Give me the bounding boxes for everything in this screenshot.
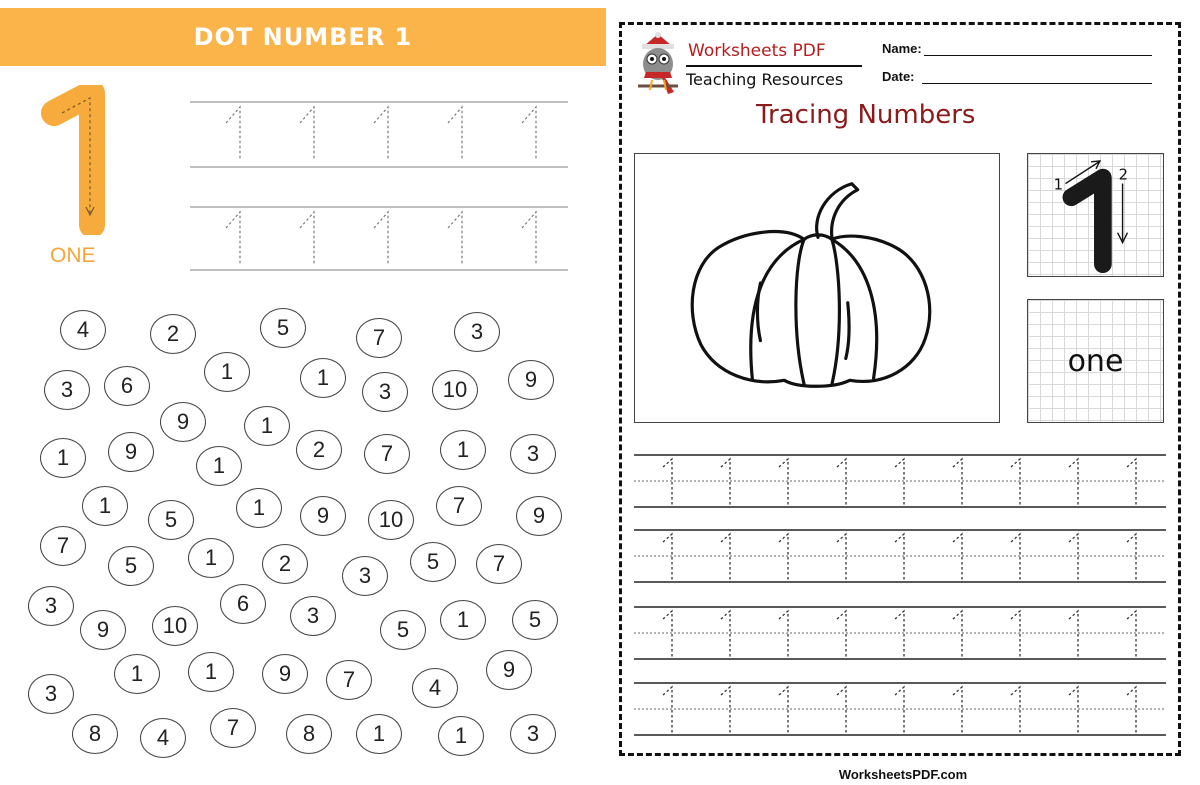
number-circle: 9 bbox=[108, 432, 154, 472]
footer-url: WorksheetsPDF.com bbox=[838, 767, 968, 782]
number-circle: 7 bbox=[436, 486, 482, 526]
number-circle: 1 bbox=[188, 652, 234, 692]
dotted-digit-one bbox=[837, 687, 846, 733]
stroke-label-2: 2 bbox=[1118, 166, 1129, 184]
dotted-digit-one bbox=[895, 611, 904, 657]
number-circle: 1 bbox=[356, 714, 402, 754]
number-circle: 7 bbox=[326, 660, 372, 700]
number-circle: 1 bbox=[440, 430, 486, 470]
worksheet-title: DOT NUMBER 1 bbox=[193, 23, 413, 51]
number-circle: 4 bbox=[60, 310, 106, 350]
dotted-digit-one bbox=[895, 459, 904, 505]
number-circle: 7 bbox=[210, 708, 256, 748]
number-circle: 3 bbox=[342, 556, 388, 596]
number-circle: 9 bbox=[160, 402, 206, 442]
dotted-digit-one bbox=[522, 107, 536, 160]
trace-row-1 bbox=[190, 102, 568, 167]
brand-subtitle: Teaching Resources bbox=[686, 70, 844, 89]
number-circle: 8 bbox=[72, 714, 118, 754]
dotted-digit-one bbox=[1127, 534, 1136, 580]
number-circle: 1 bbox=[196, 446, 242, 486]
dotted-digit-one bbox=[1127, 611, 1136, 657]
owl-icon bbox=[634, 32, 682, 100]
number-circle: 5 bbox=[260, 308, 306, 348]
dotted-digit-one bbox=[1127, 459, 1136, 505]
number-circle: 4 bbox=[140, 718, 186, 758]
date-label: Date: bbox=[882, 69, 915, 84]
number-circle: 9 bbox=[80, 610, 126, 650]
dotted-digit-one bbox=[721, 534, 730, 580]
number-circle: 10 bbox=[432, 370, 478, 410]
stroke-label-1: 1 bbox=[1053, 176, 1064, 194]
dotted-digit-one bbox=[1011, 687, 1020, 733]
number-word: ONE bbox=[50, 244, 96, 267]
trace-row-2 bbox=[190, 207, 568, 270]
number-circle: 1 bbox=[40, 438, 86, 478]
brand-divider bbox=[686, 65, 862, 67]
number-circle: 3 bbox=[28, 674, 74, 714]
number-circle: 3 bbox=[362, 372, 408, 412]
dotted-digit-one bbox=[1011, 611, 1020, 657]
dotted-digit-one bbox=[1069, 611, 1078, 657]
dotted-digit-one bbox=[779, 459, 788, 505]
dotted-digit-one bbox=[226, 107, 240, 160]
dotted-digit-one bbox=[522, 212, 536, 265]
number-circle: 8 bbox=[286, 714, 332, 754]
dotted-digit-one bbox=[953, 611, 962, 657]
number-circle: 10 bbox=[152, 606, 198, 646]
dotted-digit-one bbox=[374, 107, 388, 160]
dotted-digit-one bbox=[953, 687, 962, 733]
date-field-line bbox=[922, 83, 1152, 84]
number-circle: 1 bbox=[114, 654, 160, 694]
dotted-digit-one bbox=[374, 212, 388, 265]
number-circle: 3 bbox=[510, 714, 556, 754]
dotted-digit-one bbox=[1069, 534, 1078, 580]
number-circle: 9 bbox=[508, 360, 554, 400]
stroke-order-box bbox=[1027, 153, 1164, 277]
name-label: Name: bbox=[882, 41, 922, 56]
dotted-digit-one bbox=[779, 534, 788, 580]
number-word-box bbox=[1027, 299, 1164, 423]
tracing-lines bbox=[634, 445, 1166, 745]
dotted-digit-one bbox=[300, 212, 314, 265]
number-circle: 7 bbox=[356, 318, 402, 358]
dotted-digit-one bbox=[721, 459, 730, 505]
number-circle: 9 bbox=[300, 496, 346, 536]
number-circle: 1 bbox=[300, 358, 346, 398]
number-circle: 3 bbox=[290, 596, 336, 636]
dotted-digit-one bbox=[1069, 459, 1078, 505]
number-circle: 6 bbox=[104, 366, 150, 406]
dotted-digit-one bbox=[1069, 687, 1078, 733]
tracing-numbers-worksheet bbox=[606, 0, 1200, 785]
number-circle: 5 bbox=[148, 500, 194, 540]
brand-name: Worksheets PDF bbox=[688, 41, 826, 61]
dotted-digit-one bbox=[1127, 687, 1136, 733]
number-circle: 2 bbox=[296, 430, 342, 470]
dotted-digit-one bbox=[837, 611, 846, 657]
number-circle: 5 bbox=[512, 600, 558, 640]
dotted-digit-one bbox=[448, 107, 462, 160]
number-circle: 10 bbox=[368, 500, 414, 540]
number-circle: 7 bbox=[40, 526, 86, 566]
number-circle: 1 bbox=[244, 406, 290, 446]
tracing-lines bbox=[190, 95, 570, 275]
big-number-one-icon bbox=[40, 85, 120, 235]
number-circle: 7 bbox=[476, 544, 522, 584]
dotted-digit-one bbox=[226, 212, 240, 265]
number-circle: 6 bbox=[220, 584, 266, 624]
number-circle: 3 bbox=[510, 434, 556, 474]
dotted-digit-one bbox=[895, 534, 904, 580]
number-circle: 5 bbox=[380, 610, 426, 650]
dotted-digit-one bbox=[953, 459, 962, 505]
number-circle: 1 bbox=[82, 486, 128, 526]
dotted-digit-one bbox=[779, 687, 788, 733]
number-circle: 1 bbox=[440, 600, 486, 640]
number-circle: 1 bbox=[438, 716, 484, 756]
number-circle: 9 bbox=[262, 654, 308, 694]
dotted-digit-one bbox=[779, 611, 788, 657]
number-circle: 1 bbox=[204, 352, 250, 392]
number-circle: 5 bbox=[108, 546, 154, 586]
number-circle-field bbox=[0, 290, 606, 785]
number-circle: 9 bbox=[486, 650, 532, 690]
dotted-digit-one bbox=[663, 611, 672, 657]
dotted-digit-one bbox=[663, 687, 672, 733]
dotted-digit-one bbox=[663, 534, 672, 580]
pumpkin-icon bbox=[635, 154, 999, 422]
page-title: Tracing Numbers bbox=[756, 100, 976, 130]
number-circle: 7 bbox=[364, 434, 410, 474]
dotted-digit-one bbox=[895, 687, 904, 733]
number-circle: 9 bbox=[516, 496, 562, 536]
stroke-order-icon bbox=[1028, 154, 1163, 276]
dotted-digit-one bbox=[1011, 459, 1020, 505]
dotted-digit-one bbox=[721, 687, 730, 733]
number-circle: 4 bbox=[412, 668, 458, 708]
dotted-digit-one bbox=[300, 107, 314, 160]
number-circle: 2 bbox=[150, 314, 196, 354]
dotted-digit-one bbox=[837, 459, 846, 505]
dotted-digit-one bbox=[721, 611, 730, 657]
dotted-digit-one bbox=[953, 534, 962, 580]
number-circle: 1 bbox=[188, 538, 234, 578]
number-circle: 3 bbox=[44, 370, 90, 410]
dotted-digit-one bbox=[837, 534, 846, 580]
picture-box bbox=[634, 153, 1000, 423]
dotted-digit-one bbox=[1011, 534, 1020, 580]
dotted-digit-one bbox=[663, 459, 672, 505]
number-circle: 5 bbox=[410, 542, 456, 582]
number-circle: 3 bbox=[28, 586, 74, 626]
name-field-line bbox=[924, 55, 1152, 56]
number-word: one bbox=[1067, 343, 1124, 379]
dotted-digit-one bbox=[448, 212, 462, 265]
number-circle: 1 bbox=[236, 488, 282, 528]
number-circle: 3 bbox=[454, 312, 500, 352]
number-circle: 2 bbox=[262, 544, 308, 584]
